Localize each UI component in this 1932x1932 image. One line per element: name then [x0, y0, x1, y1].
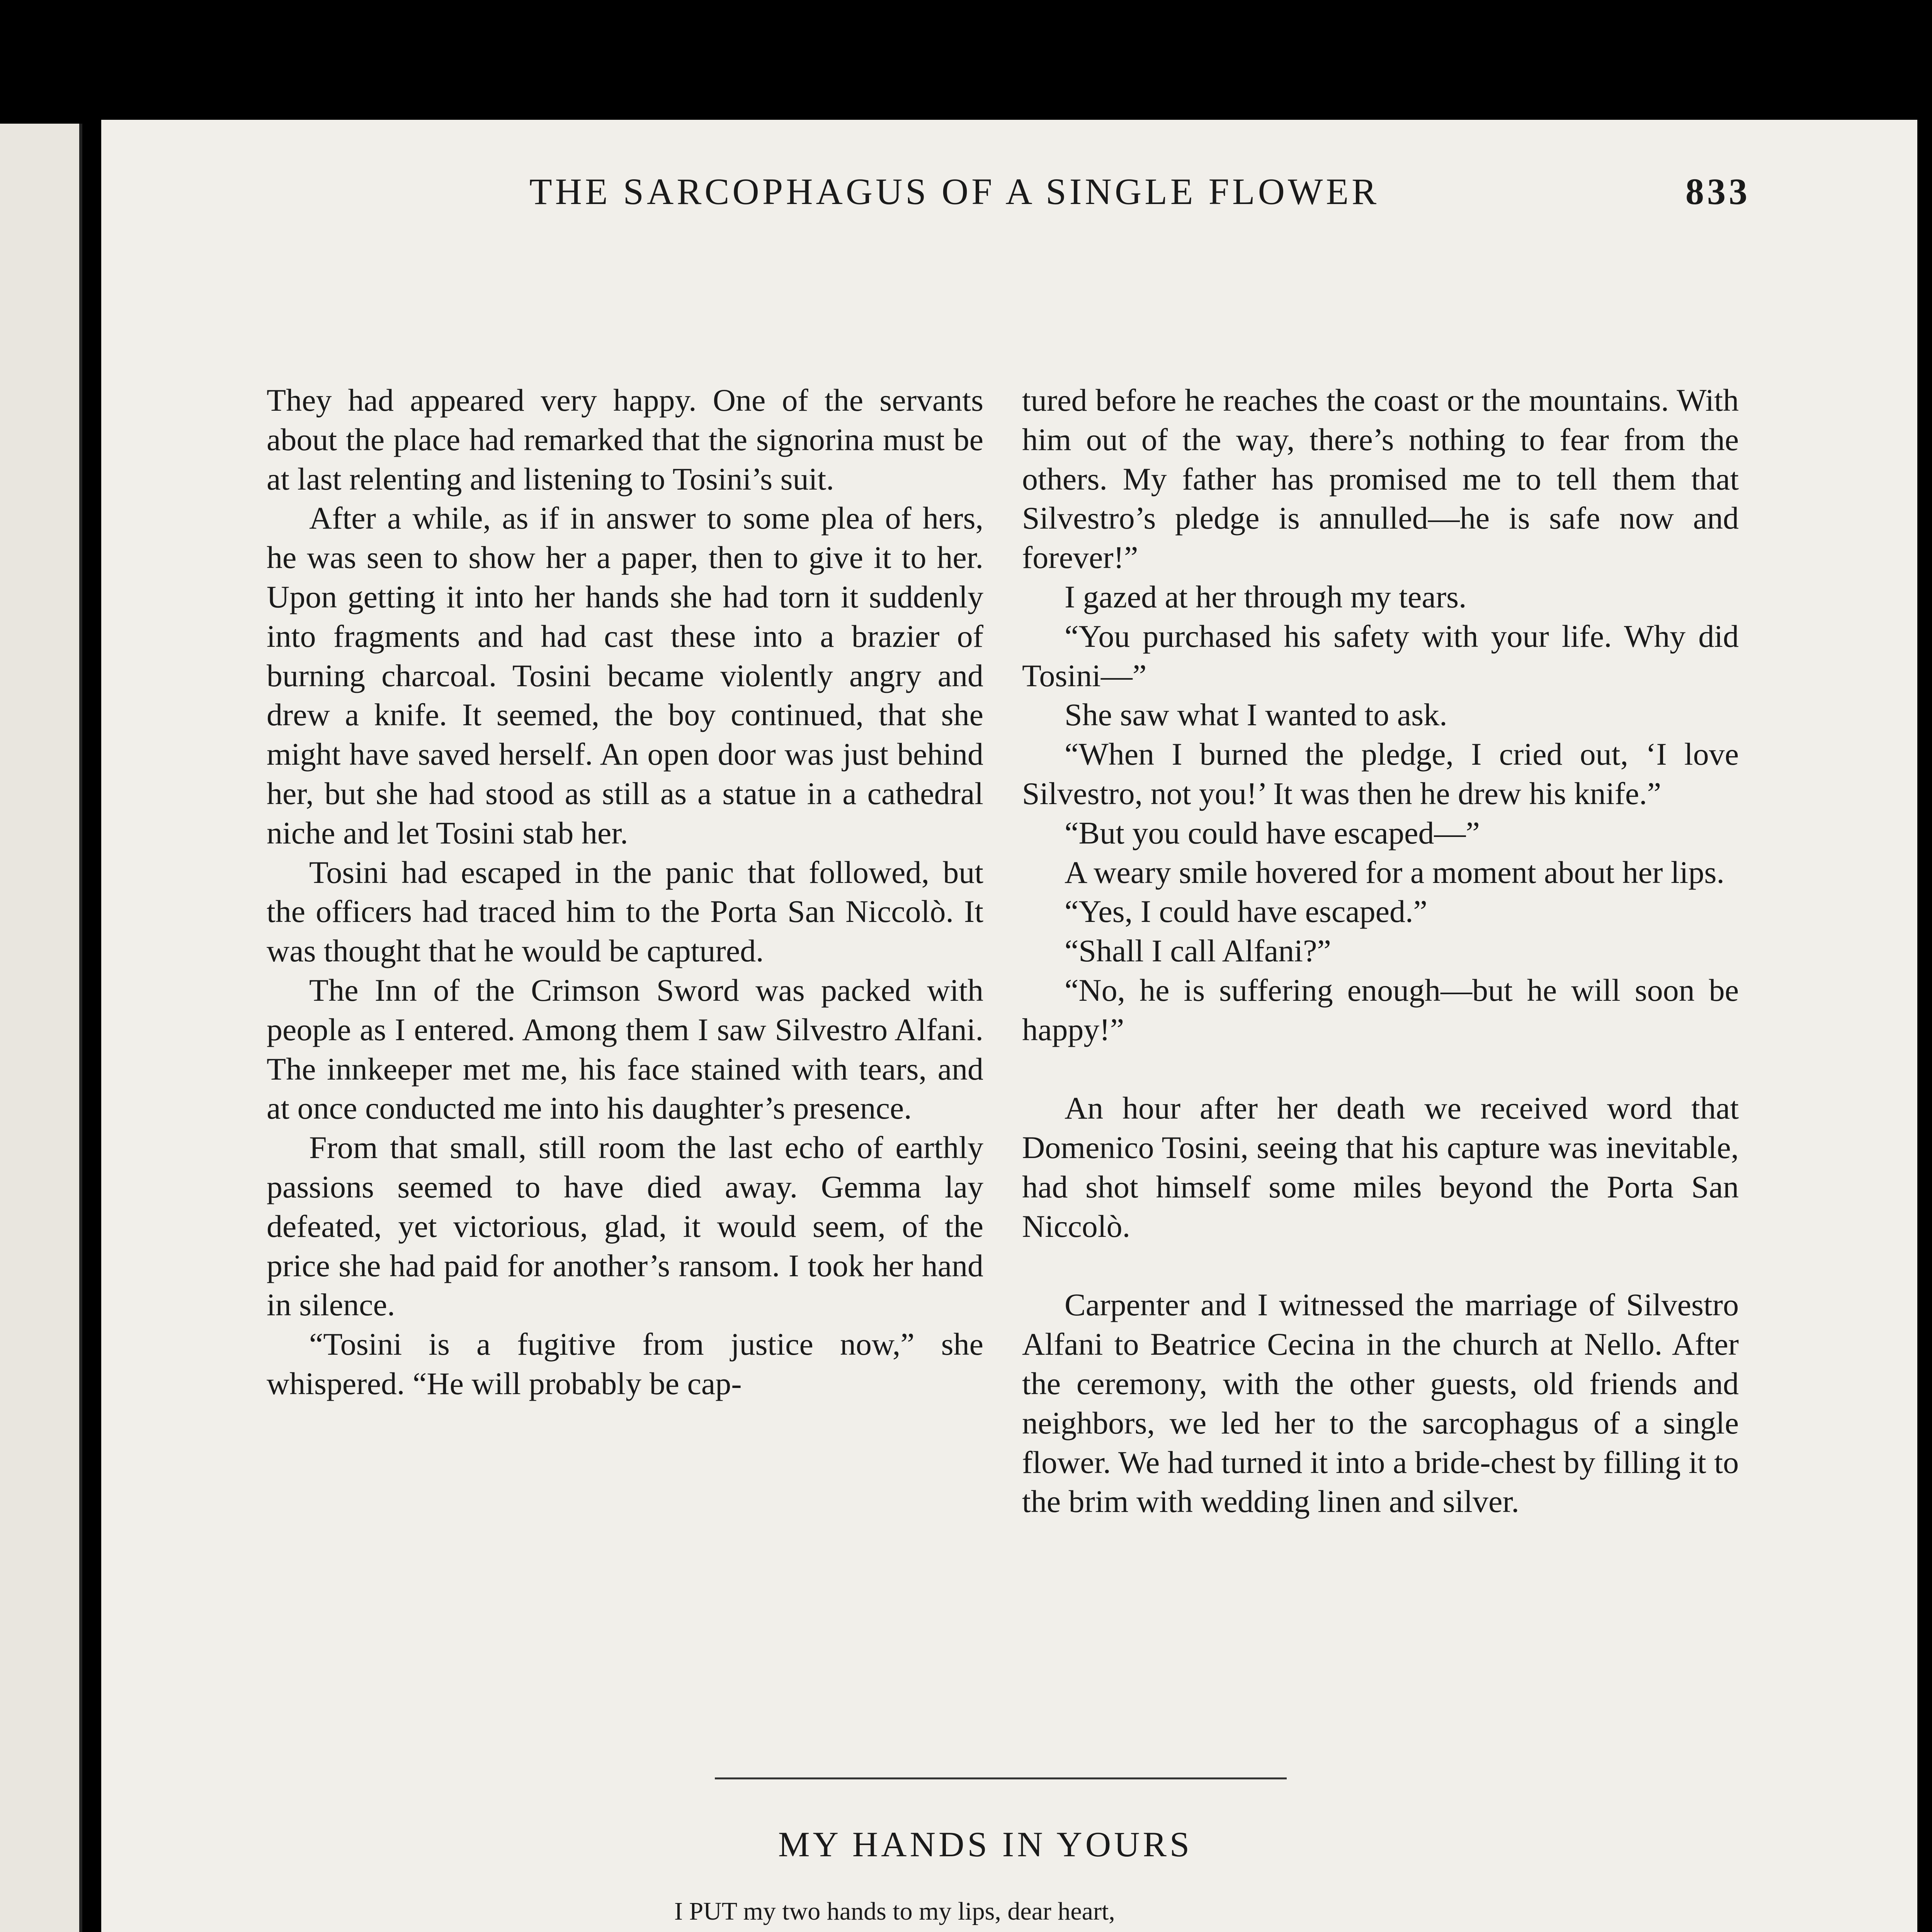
paragraph: “Tosini is a fugitive from justice now,” she whispered. “He will probably be cap- [267, 1327, 983, 1401]
paragraph: “When I burned the pledge, I cried out, ‘I love Silvestro, not you!’ It was then he drew his knife.” [1022, 736, 1739, 811]
paragraph: They had appeared very happy. One of the servants about the place had remarked that the signorina must be at last relenting and listening to Tosini’s suit. [267, 383, 983, 497]
section-divider [715, 1777, 1287, 1779]
poem-title: MY HANDS IN YOURS [778, 1825, 1193, 1864]
running-head [429, 170, 1750, 236]
running-title: THE SARCOPHAGUS OF A SINGLE FLOWER [529, 171, 1380, 212]
poem-line: I PUT my two hands to my lips, dear heart, [674, 1897, 1115, 1925]
paragraph: “Yes, I could have escaped.” [1065, 894, 1427, 929]
story-column-left [267, 381, 983, 1403]
paragraph: “Shall I call Alfani?” [1065, 933, 1331, 969]
paragraph: A weary smile hovered for a moment about her lips. [1065, 854, 1725, 890]
paragraph: The Inn of the Crimson Sword was packed with people as I entered. Among them I saw Silvestro Alfani. The innkeeper met me, his face stained with tears, and at once conducted me into his daughter’s presence. [267, 972, 983, 1126]
paragraph: She saw what I wanted to ask. [1065, 697, 1447, 733]
story-column-right [1022, 381, 1739, 1521]
paragraph: After a while, as if in answer to some plea of hers, he was seen to show her a paper, then to give it to her. Upon getting it into her hands she had torn it suddenly into fragments and had cast these into a brazier of burning charcoal. Tosini became violently angry and drew a knife. It seemed, the boy continued, that she might have saved herself. An open door was just behind her, but she had stood as still as a statue in a cathedral niche and let Tosini stab her. [267, 500, 983, 850]
paragraph: An hour after her death we received word that Domenico Tosini, seeing that his capture was inevitable, had shot himself some miles beyond the Porta San Niccolò. [1022, 1090, 1739, 1244]
poem [674, 1893, 1602, 1932]
paragraph: I gazed at her through my tears. [1065, 579, 1467, 614]
paragraph: “No, he is suffering enough—but he will soon be happy!” [1022, 972, 1739, 1047]
page-number: 833 [1685, 171, 1750, 212]
paragraph: Carpenter and I witnessed the marriage of Silvestro Alfani to Beatrice Cecina in the church at Nello. After the ceremony, with the other guests, old friends and neighbors, we led her to the sarcophagus of a single flower. We had turned it into a bride-chest by filling it to the brim with wedding linen and silver. [1022, 1287, 1739, 1519]
stanza [674, 1893, 1602, 1932]
paragraph: tured before he reaches the coast or the mountains. With him out of the way, there’s nothing to fear from the others. My father has promised me to tell them that Silvestro’s pledge is annulled—he is safe now and forever!” [1022, 383, 1739, 575]
paragraph: “But you could have escaped—” [1065, 815, 1480, 850]
paragraph: Tosini had escaped in the panic that followed, but the officers had traced him to the Porta San Niccolò. It was thought that he would be captured. [267, 854, 983, 969]
previous-page-edge [0, 124, 82, 1932]
paragraph: From that small, still room the last echo of earthly passions seemed to have died away. Gemma lay defeated, yet victorious, glad, it would seem, of the price she had paid for another’s ransom. I took her hand in silence. [267, 1130, 983, 1323]
paragraph: “You purchased his safety with your life. Why did Tosini—” [1022, 618, 1739, 693]
poem-line [674, 1929, 1602, 1932]
